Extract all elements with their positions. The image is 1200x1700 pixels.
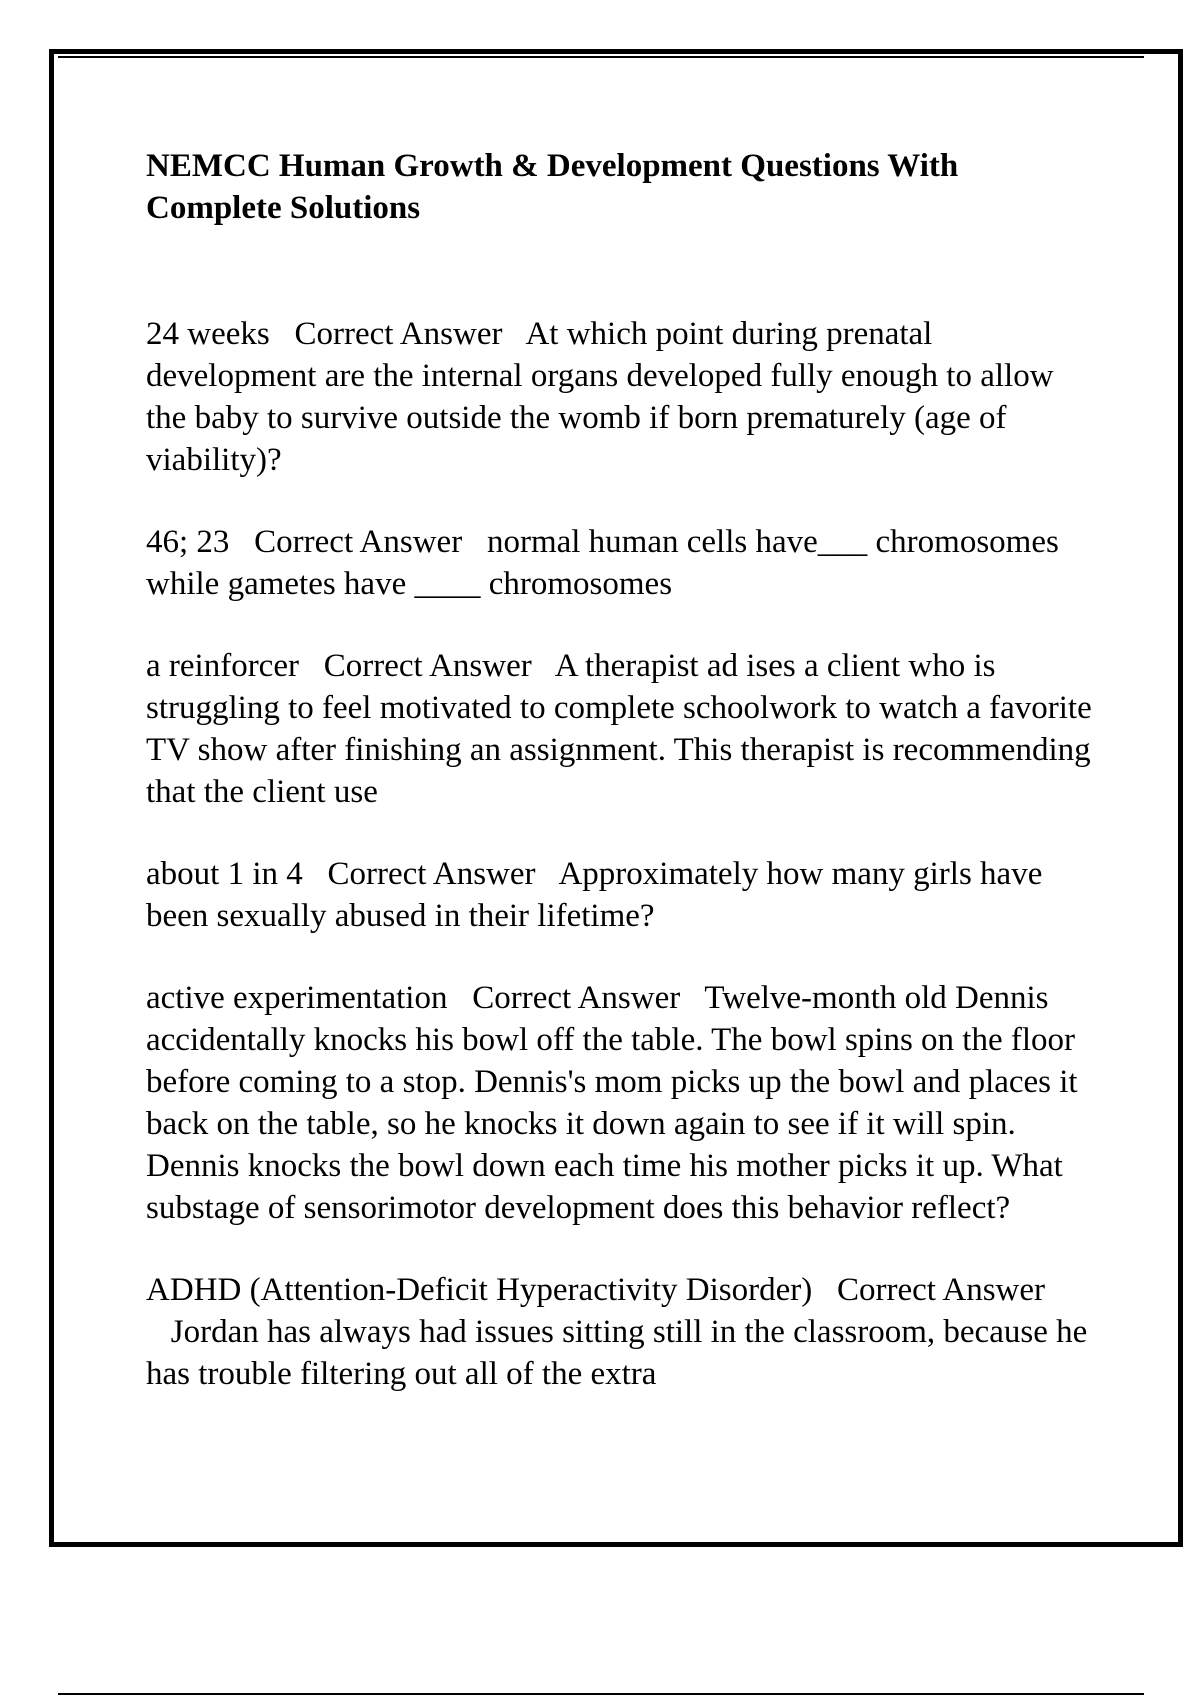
page-bottom-rule (58, 1693, 1144, 1695)
correct-answer-label: Correct Answer (472, 980, 681, 1016)
answer-text: 46; 23 (146, 524, 230, 560)
question-text: Twelve-month old Dennis accidentally knocks his bowl off the table. The bowl spins on the floor before coming to a stop. Dennis's mom picks up the bowl and places it back on the table, so he knocks it down again to see if it will spin. Dennis knocks the bowl down each time his mother picks it up. What substage of sensorimotor development does this behavior reflect? (146, 980, 1078, 1226)
document-content (146, 145, 1101, 1435)
answer-text: 24 weeks (146, 316, 270, 352)
answer-text: a reinforcer (146, 648, 299, 684)
question-text: At which point during prenatal development are the internal organs developed fully enough to allow the baby to survive outside the womb if born prematurely (age of viability)? (146, 316, 1054, 478)
qa-item (146, 645, 1101, 813)
document-title: NEMCC Human Growth & Development Questions With Complete Solutions (146, 148, 959, 226)
question-text: A therapist ad ises a client who is struggling to feel motivated to complete schoolwork to watch a favorite TV show after finishing an assignment. This therapist is recommending that the client use (146, 648, 1092, 810)
correct-answer-label: Correct Answer (836, 1272, 1046, 1308)
frame-top-rule (58, 56, 1144, 58)
qa-item (146, 1269, 1101, 1395)
answer-text: ADHD (Attention-Deficit Hyperactivity Disorder) (146, 1272, 813, 1308)
correct-answer-label: Correct Answer (254, 524, 463, 560)
answer-text: about 1 in 4 (146, 856, 303, 892)
qa-item (146, 853, 1101, 937)
correct-answer-label: Correct Answer (323, 648, 532, 684)
qa-item (146, 521, 1101, 605)
question-text: Jordan has always had issues sitting still in the classroom, because he has trouble filtering out all of the extra (146, 1314, 1088, 1392)
qa-item (146, 977, 1101, 1229)
correct-answer-label: Correct Answer (327, 856, 536, 892)
question-text: Approximately how many girls have been sexually abused in their lifetime? (146, 856, 1043, 934)
correct-answer-label: Correct Answer (294, 316, 503, 352)
qa-item (146, 313, 1101, 481)
question-text: normal human cells have___ chromosomes while gametes have ____ chromosomes (146, 524, 1059, 602)
answer-text: active experimentation (146, 980, 448, 1016)
